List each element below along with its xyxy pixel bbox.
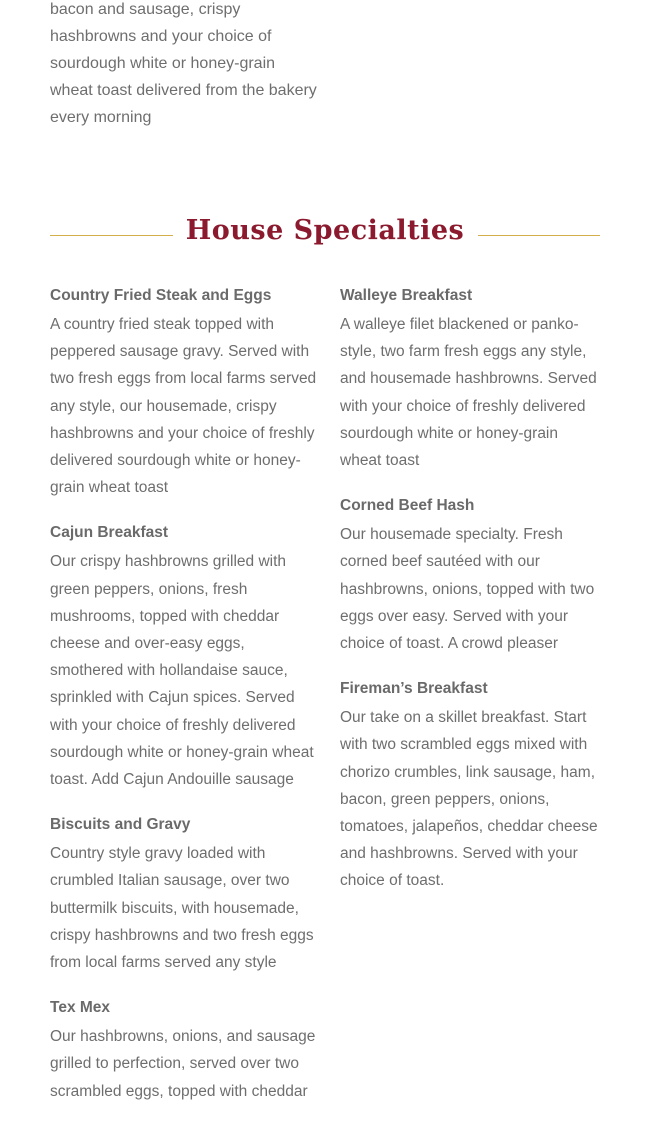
menu-item (50, 813, 318, 976)
menu-item (50, 521, 318, 793)
menu-item-name: Country Fried Steak and Eggs (50, 287, 272, 304)
menu-item-description: Our housemade specialty. Fresh corned beef sautéed with our hashbrowns, onions, topped with two eggs over easy. Served with your choice of toast. A crowd pleaser (340, 526, 595, 653)
section-header (50, 210, 600, 260)
menu-column-left (50, 284, 318, 1122)
menu-item (340, 284, 602, 474)
menu-item (340, 494, 602, 657)
menu-item-description: A walleye filet blackened or panko-style, two farm fresh eggs any style, and housemade hashbrowns. Served with your choice of freshly delivered sourdough white or honey-grain wheat toast (340, 316, 597, 470)
menu-item-name: Cajun Breakfast (50, 524, 169, 542)
menu-item (50, 284, 318, 501)
menu-item-description: Our crispy hashbrowns grilled with green peppers, onions, fresh mushrooms, topped with cheddar cheese and over-easy eggs, smothered with hollandaise sauce, sprinkled with Cajun spices. Served with your choice of freshly delivered sourdough white or honey-grain wheat toast. Add Cajun Andouille sausage (50, 553, 314, 789)
section-title: House Specialties (185, 215, 465, 246)
menu-item (340, 677, 602, 894)
menu-item-description: A country fried steak topped with peppered sausage gravy. Served with two fresh eggs from local farms served any style, our housemade, crispy hashbrowns and your choice of freshly delivered sourdough white or honey-grain wheat toast (50, 316, 317, 497)
menu-item-name: Biscuits and Gravy (50, 816, 191, 834)
menu-item-name: Fireman’s Breakfast (340, 680, 488, 698)
menu-column-right (340, 284, 602, 915)
decorative-rule-right (478, 235, 600, 236)
menu-item-name: Corned Beef Hash (340, 497, 475, 515)
menu-item-description: Country style gravy loaded with crumbled Italian sausage, over two buttermilk biscuits, with housemade, crispy hashbrowns and two fresh eggs from local farms served any style (50, 845, 314, 972)
menu-item (50, 996, 318, 1105)
menu-item-name: Tex Mex (50, 999, 111, 1017)
menu-item-description: Our take on a skillet breakfast. Start with two scrambled eggs mixed with chorizo crumbles, link sausage, ham, bacon, green peppers, onions, tomatoes, jalapeños, cheddar cheese and hashbrowns. Served with your choice of toast. (340, 709, 598, 890)
menu-item-name: Walleye Breakfast (340, 287, 473, 304)
menu-item-description: Our hashbrowns, onions, and sausage grilled to perfection, served over two scrambled eggs, topped with cheddar (50, 1028, 316, 1100)
previous-item-description: bacon and sausage, crispy hashbrowns and your choice of sourdough white or honey-grain wheat toast delivered from the bakery every morning (50, 1, 317, 126)
